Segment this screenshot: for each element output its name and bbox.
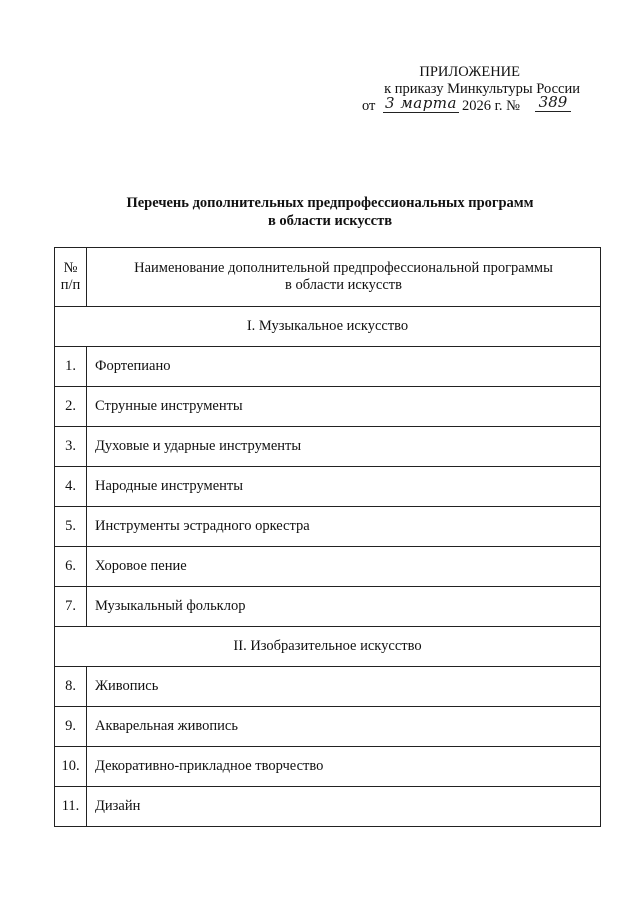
annex-block: [330, 64, 580, 118]
program-name: Народные инструменты: [87, 467, 601, 507]
row-number: 1.: [55, 347, 87, 387]
row-number: 3.: [55, 427, 87, 467]
header-name-line1: Наименование дополнительной предпрофессиональной программы: [134, 260, 553, 276]
table-header-row: [55, 248, 601, 307]
table-row: [55, 787, 601, 827]
year-and-number-label: 2026 г. №: [462, 98, 521, 114]
handwritten-date: 3 марта: [383, 95, 459, 113]
table-row: [55, 427, 601, 467]
header-name-line2: в области искусств: [285, 277, 402, 293]
section-title: I. Музыкальное искусство: [55, 307, 601, 347]
table-row: [55, 467, 601, 507]
program-name: Музыкальный фольклор: [87, 587, 601, 627]
program-name: Декоративно-прикладное творчество: [87, 747, 601, 787]
table-row: [55, 747, 601, 787]
table-row: [55, 387, 601, 427]
table-row: [55, 587, 601, 627]
table-row: [55, 667, 601, 707]
header-name-cell: [87, 248, 601, 307]
annex-date-line: [330, 93, 580, 118]
header-number-line1: №: [63, 260, 78, 276]
section-row: [55, 307, 601, 347]
program-name: Струнные инструменты: [87, 387, 601, 427]
row-number: 9.: [55, 707, 87, 747]
handwritten-order-number: 389: [535, 94, 571, 112]
row-number: 7.: [55, 587, 87, 627]
header-number-line2: п/п: [60, 277, 81, 293]
row-number: 5.: [55, 507, 87, 547]
annex-order-line: к приказу Минкультуры России: [384, 81, 580, 97]
row-number: 4.: [55, 467, 87, 507]
programs-table: [54, 247, 601, 827]
programs-table-body: [55, 248, 601, 827]
document-title-line2: в области искусств: [267, 213, 393, 229]
table-row: [55, 347, 601, 387]
row-number: 11.: [55, 787, 87, 827]
annex-title: ПРИЛОЖЕНИЕ: [419, 64, 520, 80]
date-prefix: от: [362, 98, 376, 114]
row-number: 10.: [55, 747, 87, 787]
program-name: Духовые и ударные инструменты: [87, 427, 601, 467]
program-name: Инструменты эстрадного оркестра: [87, 507, 601, 547]
section-row: [55, 627, 601, 667]
header-number-cell: [55, 248, 87, 307]
document-title-line1: Перечень дополнительных предпрофессиональных программ: [126, 195, 534, 211]
program-name: Акварельная живопись: [87, 707, 601, 747]
table-row: [55, 707, 601, 747]
document-title: [40, 194, 620, 230]
row-number: 6.: [55, 547, 87, 587]
table-row: [55, 507, 601, 547]
row-number: 2.: [55, 387, 87, 427]
program-name: Фортепиано: [87, 347, 601, 387]
table-row: [55, 547, 601, 587]
section-title: II. Изобразительное искусство: [55, 627, 601, 667]
program-name: Хоровое пение: [87, 547, 601, 587]
row-number: 8.: [55, 667, 87, 707]
program-name: Дизайн: [87, 787, 601, 827]
program-name: Живопись: [87, 667, 601, 707]
